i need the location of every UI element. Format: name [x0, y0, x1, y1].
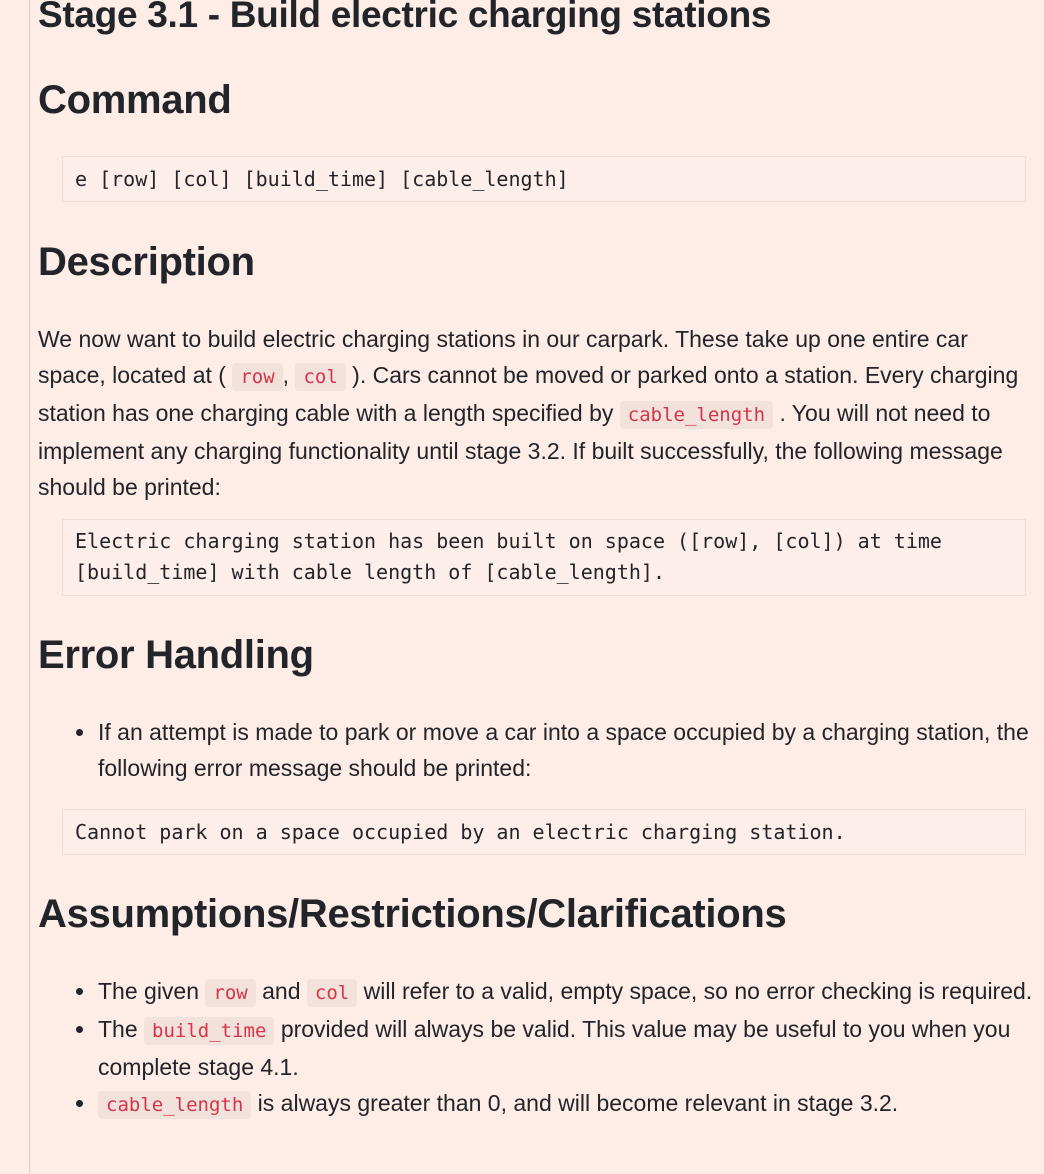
- bullet-icon: [76, 1100, 83, 1107]
- error-handling-list: [38, 714, 1044, 786]
- success-line-2: [build_time] with cable length of [cable_length].: [75, 560, 666, 584]
- bullet-icon: [76, 988, 83, 995]
- assumption-1-text-pre: The given: [98, 978, 200, 1004]
- description-text-1: We now want to build electric charging stations in our carpark. These take up one entire car space, located at (: [38, 326, 968, 388]
- description-text-3: . You will not need to implement any charging functionality until stage 3.2. If built successfully, the following message should be printed:: [38, 400, 1003, 500]
- description-paragraph: [38, 321, 1038, 505]
- description-heading: Description: [38, 240, 255, 284]
- error-message-code-block: Cannot park on a space occupied by an electric charging station.: [62, 809, 1026, 855]
- assumption-3-text-post: is always greater than 0, and will become relevant in stage 3.2.: [257, 1090, 899, 1116]
- assumption-2-text-pre: The: [98, 1016, 138, 1042]
- list-item: [38, 1085, 1044, 1123]
- command-heading: Command: [38, 78, 232, 122]
- inline-code-row: row: [205, 979, 255, 1007]
- inline-code-cable-length: cable_length: [620, 401, 773, 429]
- success-message-code-block: [62, 519, 1026, 596]
- list-item: [38, 714, 1044, 786]
- list-item: [38, 1011, 1044, 1085]
- inline-code-col: col: [295, 363, 345, 391]
- assumptions-heading: Assumptions/Restrictions/Clarifications: [38, 892, 787, 936]
- description-text-2: ). Cars cannot be moved or parked onto a station. Every charging station has one charging cable with a length specified by: [38, 362, 1019, 426]
- inline-code-row: row: [232, 363, 282, 391]
- error-bullet-text: If an attempt is made to park or move a car into a space occupied by a charging station, the following error message should be printed:: [98, 719, 1029, 781]
- inline-code-build-time: build_time: [144, 1017, 274, 1045]
- page-title: Stage 3.1 - Build electric charging stations: [38, 0, 772, 35]
- assumption-1-text-mid: and: [262, 978, 301, 1004]
- inline-code-cable-length: cable_length: [98, 1091, 251, 1119]
- bullet-icon: [76, 729, 83, 736]
- success-line-1: Electric charging station has been built on space ([row], [col]) at time: [75, 529, 942, 553]
- assumption-2-text-post: provided will always be valid. This value may be useful to you when you complete stage 4.1.: [98, 1016, 1011, 1080]
- command-code-block: e [row] [col] [build_time] [cable_length]: [62, 156, 1026, 202]
- list-item: [38, 973, 1044, 1011]
- assumption-1-text-post: will refer to a valid, empty space, so no error checking is required.: [363, 978, 1033, 1004]
- description-separator: ,: [282, 362, 290, 388]
- inline-code-col: col: [307, 979, 357, 1007]
- bullet-icon: [76, 1026, 83, 1033]
- error-handling-heading: Error Handling: [38, 633, 314, 677]
- assumptions-list: [38, 973, 1044, 1123]
- left-margin-rule: [29, 0, 30, 1174]
